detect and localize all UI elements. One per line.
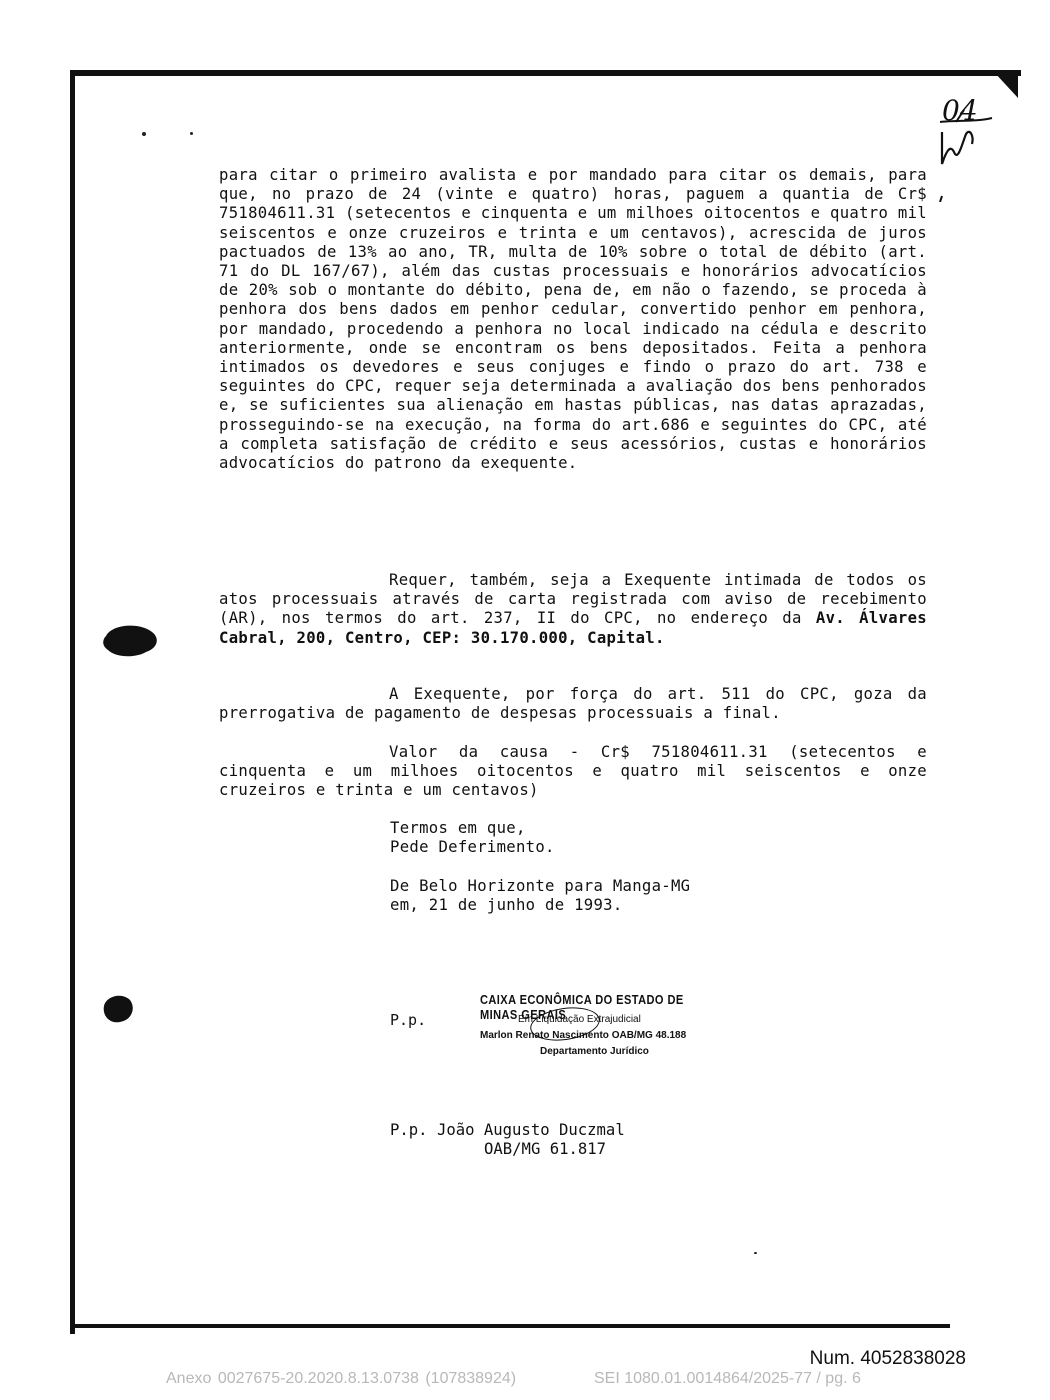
document-number: Num. 4052838028: [809, 1348, 966, 1369]
stamp-line-1: CAIXA ECONÔMICA DO ESTADO DE MINAS GERAIS: [480, 992, 684, 1022]
attorney-oab: OAB/MG 61.817: [484, 1140, 607, 1159]
closing-block: [390, 819, 555, 857]
sei-reference: SEI 1080.01.0014864/2025-77 / pg. 6: [594, 1370, 861, 1387]
paragraph-case-value-text: Valor da causa - Cr$ 751804611.31 (setecentos e cinquenta e um milhoes oitocentos e quatro mil seiscentos e onze cruzeiros e trinta e um centavos): [219, 743, 927, 800]
closing-line-2: Pede Deferimento.: [390, 838, 555, 857]
paragraph-notification-text: Requer, também, seja a Exequente intimada de todos os atos processuais através de carta registrada com aviso de recebimento (AR), nos termos do art. 237, II do CPC, no endereço da: [219, 571, 927, 628]
pp-label: P.p.: [390, 1011, 427, 1029]
handwritten-page-mark: [936, 92, 996, 202]
paragraph-case-value: [219, 743, 927, 801]
paragraph-citation: para citar o primeiro avalista e por mandado para citar os demais, para que, no prazo de 24 (vinte e quatro) horas, paguem a quantia de Cr$ 751804611.31 (setecentos e cinquenta e um milhoes oitocentos e quatro mil seiscentos e onze cruzeiros e trinta e um centavos), acrescida de juros pactuados de 13% ao ano, TR, multa de 10% sobre o total de débito (art. 71 do DL 167/67), além das custas processuais e honorários advocatícios de 20% sob o montante do débito, pena de, em não o fazendo, se proceda à penhora dos bens dados em penhor cedular, convertido penhor em penhora, por mandado, procedendo a penhora no local indicado na cédula e descrito anteriormente, onde se encontram os bens depositados. Feita a penhora intimados os devedores e seus conjuges e findo o prazo do art. 738 e seguintes do CPC, requer seja determinada a avaliação dos bens penhorados e, se suficientes sua alienação em hastas públicas, nas datas aprazadas, prosseguindo-se na execução, na forma do art.686 e seguintes do CPC, até a completa satisfação de crédito e seus acessórios, custas e honorários advocatícios do patrono da exequente.: [219, 166, 927, 473]
place-text: De Belo Horizonte para Manga-MG: [390, 877, 691, 895]
scan-speck: [190, 132, 193, 135]
scan-speck: [754, 1252, 757, 1254]
institution-stamp: [478, 992, 728, 1072]
scan-speck: [142, 132, 146, 136]
stamp-line-4: Departamento Jurídico: [540, 1046, 649, 1057]
scan-corner-mark: [994, 72, 1018, 98]
address-text: Av. Álvares Cabral, 200, Centro, CEP: 30.170.000, Capital.: [219, 609, 927, 647]
handwritten-page-number: 04: [942, 94, 978, 127]
attorney-name: P.p. João Augusto Duczmal: [390, 1121, 625, 1139]
stamp-line-2: Em Liquidação Extrajudicial: [518, 1014, 641, 1025]
attorney-signature-block: [390, 1121, 625, 1159]
date-text: em, 21 de junho de 1993.: [390, 896, 623, 915]
paragraph-prerogative: [219, 685, 927, 723]
place-date-block: [390, 877, 690, 915]
closing-line-1: Termos em que,: [390, 819, 526, 837]
handwritten-signature-icon: [936, 92, 996, 202]
punch-hole-mark: [100, 992, 136, 1026]
scan-bottom-line: [70, 1324, 950, 1328]
paragraph-notification: [219, 571, 927, 648]
annex-reference: Anexo 0027675-20.2020.8.13.0738 (107838924): [166, 1370, 517, 1387]
punch-hole-mark: [100, 622, 162, 662]
paragraph-prerogative-text: A Exequente, por força do art. 511 do CPC, goza da prerrogativa de pagamento de despesas processuais a final.: [219, 685, 927, 723]
stamp-line-3: Marlon Renato Nascimento OAB/MG 48.188: [480, 1030, 687, 1041]
